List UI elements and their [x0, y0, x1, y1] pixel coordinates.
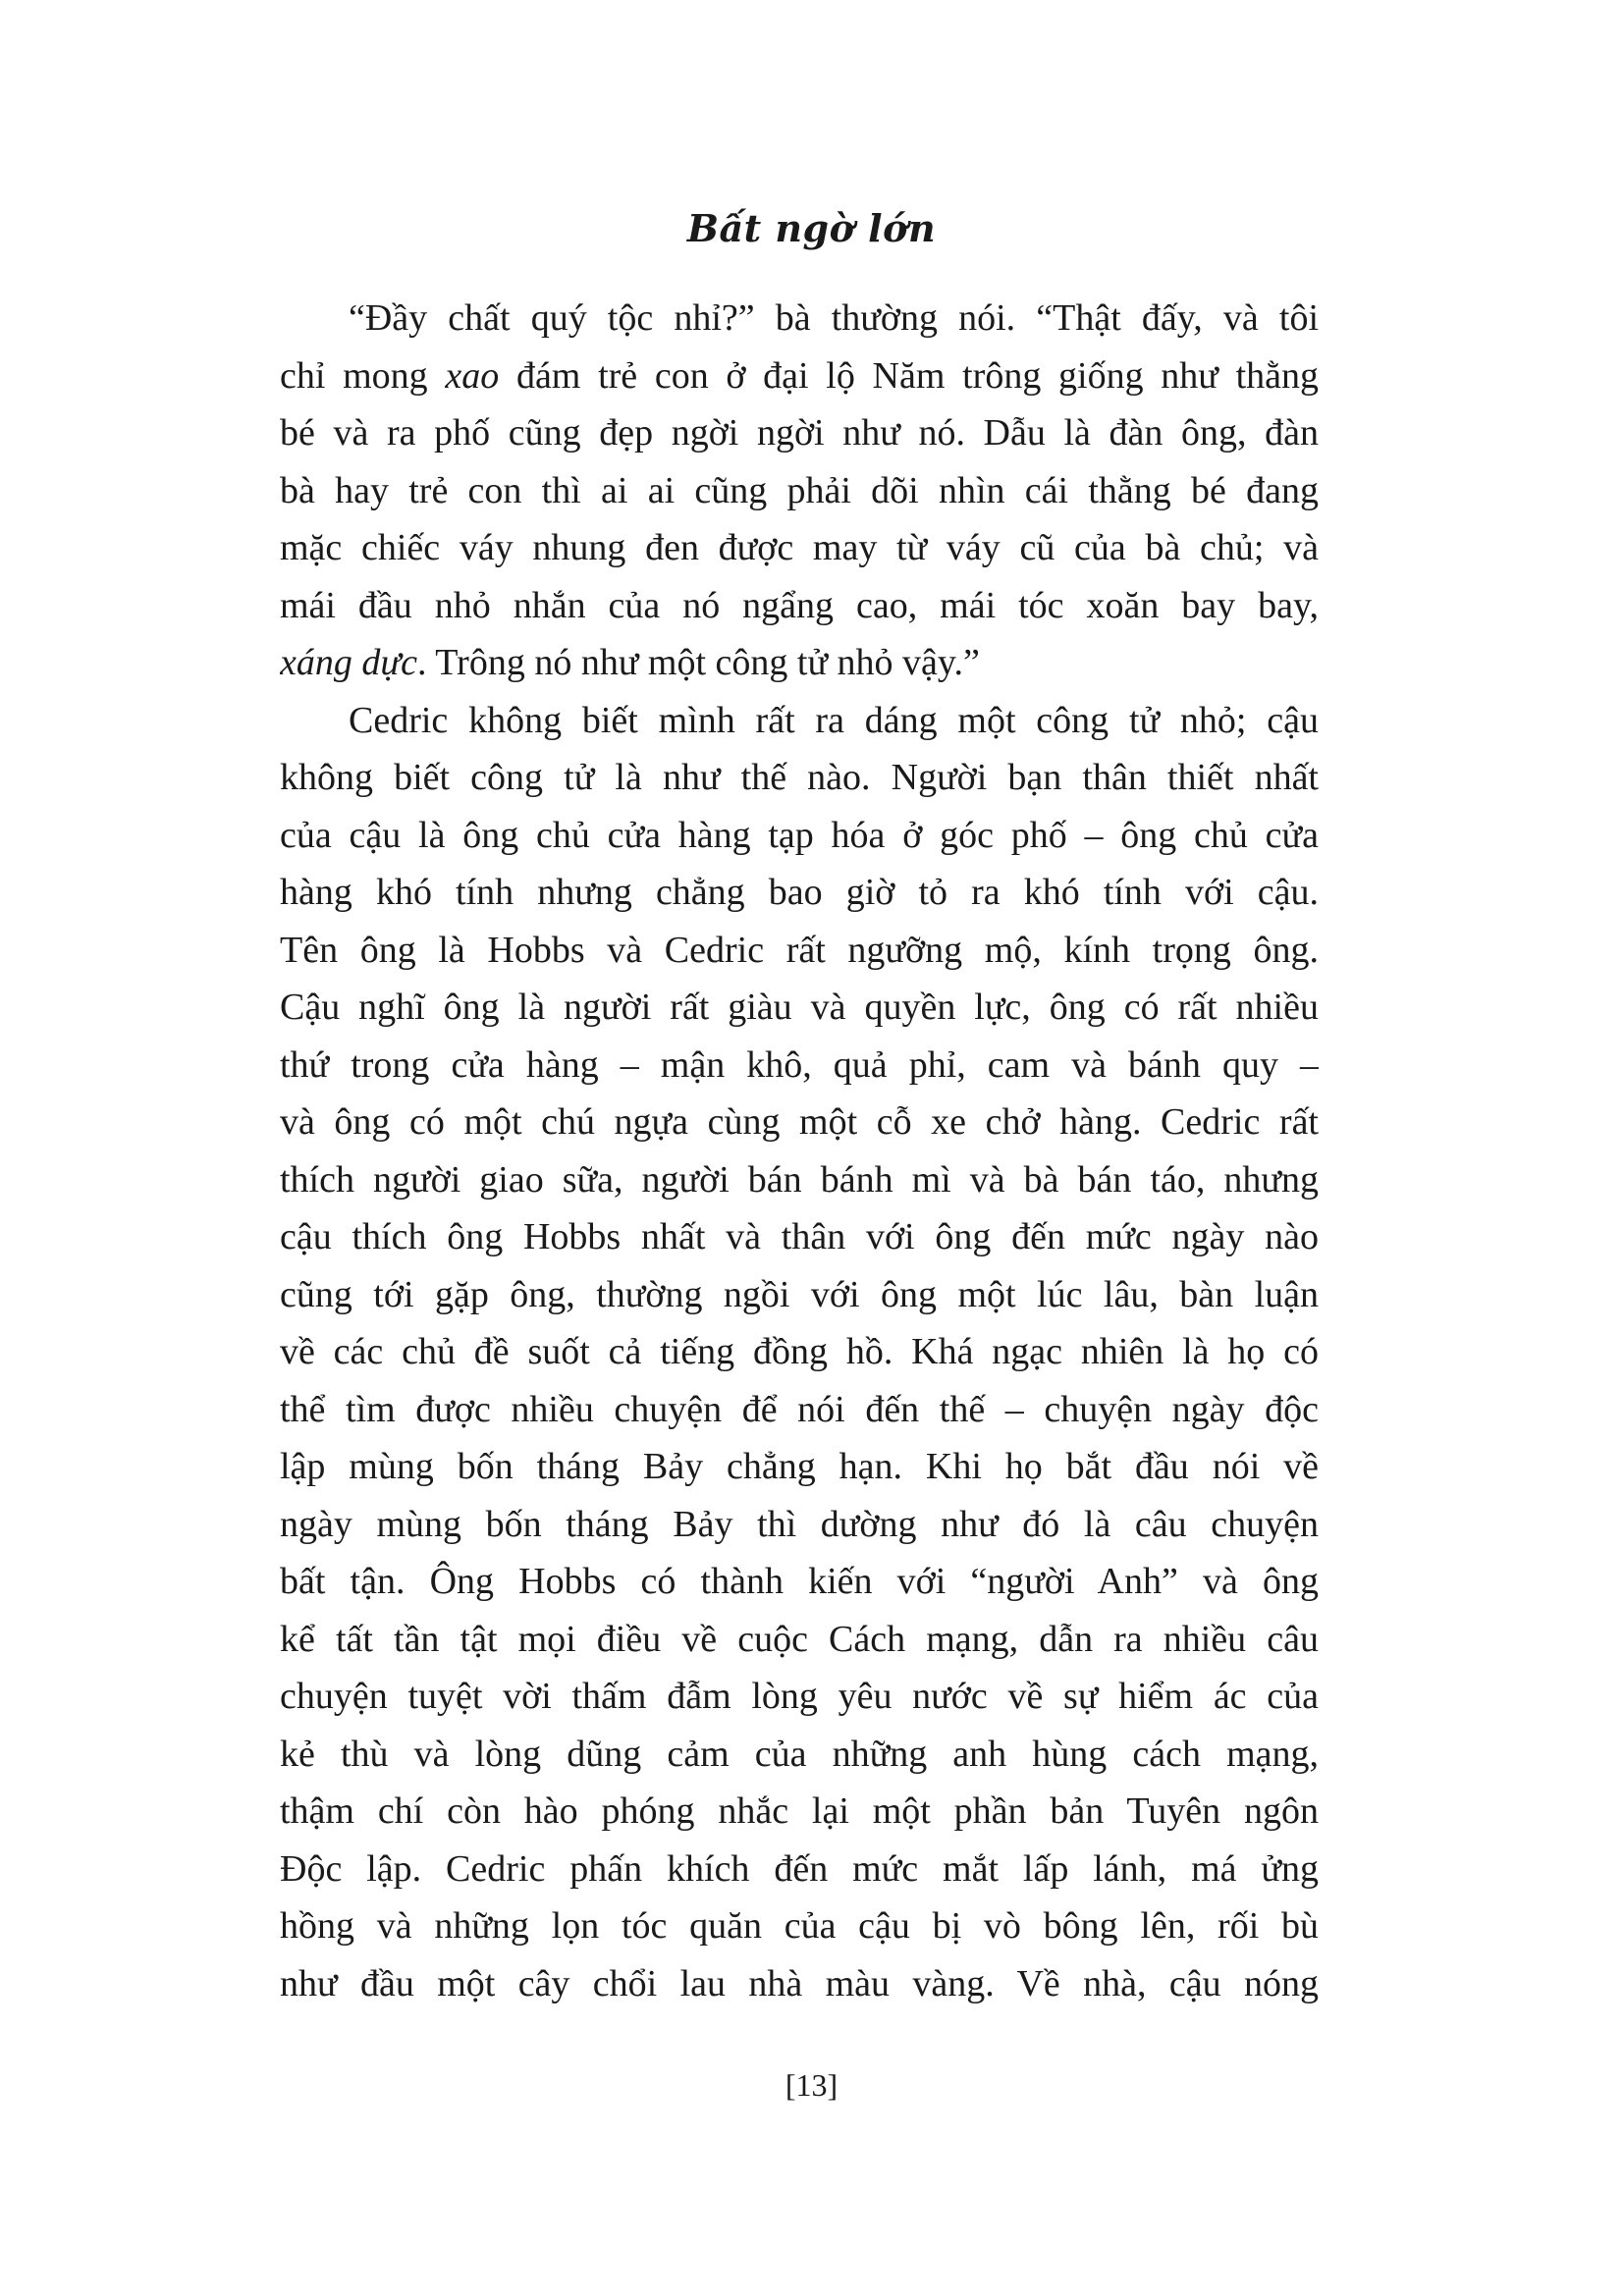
text-line — [280, 1323, 1319, 1381]
text-segment: kẻ thù và lòng dũng cảm của những anh hùng cách mạng, — [280, 1733, 1319, 1775]
text-segment: đám trẻ con ở đại lộ Năm trông giống như thằng — [499, 354, 1319, 397]
text-line — [280, 1496, 1319, 1554]
text-line — [280, 1438, 1319, 1496]
italic-text: xao — [445, 354, 500, 397]
text-segment: về các chủ đề suốt cả tiếng đồng hồ. Khá ngạc nhiên là họ có — [280, 1331, 1319, 1372]
text-segment: . Trông nó như một công tử nhỏ vậy.” — [416, 642, 980, 683]
text-segment: kể tất tần tật mọi điều về cuộc Cách mạng, dẫn ra nhiều câu — [280, 1618, 1319, 1660]
paragraph — [280, 692, 1319, 2013]
text-segment: lập mùng bốn tháng Bảy chẳng hạn. Khi họ bắt đầu nói về — [280, 1446, 1319, 1487]
text-segment: hàng khó tính nhưng chẳng bao giờ tỏ ra khó tính với cậu. — [280, 872, 1319, 913]
text-line — [280, 979, 1319, 1037]
text-line — [280, 462, 1319, 520]
paragraph — [280, 290, 1319, 692]
text-segment: bất tận. Ông Hobbs có thành kiến với “người Anh” và ông — [280, 1561, 1319, 1602]
text-line — [280, 519, 1319, 577]
text-line — [280, 1266, 1319, 1324]
text-line — [280, 634, 1319, 692]
body-text — [280, 290, 1319, 2012]
text-segment: thể tìm được nhiều chuyện để nói đến thế – chuyện ngày độc — [280, 1388, 1319, 1430]
text-segment: chỉ mong — [280, 354, 446, 397]
text-line — [280, 1783, 1319, 1841]
text-line — [280, 1208, 1319, 1266]
text-segment: thứ trong cửa hàng – mận khô, quả phỉ, cam và bánh quy – — [280, 1043, 1319, 1086]
page-number: [13] — [784, 2067, 839, 2103]
text-line — [280, 1897, 1319, 1955]
text-segment: không biết công tử là như thế nào. Người bạn thân thiết nhất — [280, 757, 1319, 798]
text-segment: bà hay trẻ con thì ai ai cũng phải dõi nhìn cái thằng bé đang — [280, 469, 1319, 511]
text-line — [280, 1151, 1319, 1209]
text-line — [280, 692, 1319, 750]
text-segment: như đầu một cây chổi lau nhà màu vàng. Về nhà, cậu nóng — [280, 1962, 1319, 2004]
text-line — [280, 1955, 1319, 2013]
text-segment: Độc lập. Cedric phấn khích đến mức mắt lấp lánh, má ửng — [280, 1847, 1319, 1890]
text-segment: Cậu nghĩ ông là người rất giàu và quyền lực, ông có rất nhiều — [280, 987, 1319, 1028]
text-line — [280, 1668, 1319, 1726]
text-line — [280, 864, 1319, 922]
text-line — [280, 1553, 1319, 1611]
text-line — [280, 922, 1319, 980]
text-segment: Cedric không biết mình rất ra dáng một công tử nhỏ; cậu — [349, 699, 1319, 741]
text-segment: cậu thích ông Hobbs nhất và thân với ông đến mức ngày nào — [280, 1216, 1319, 1257]
text-line — [280, 1381, 1319, 1439]
text-segment: hồng và những lọn tóc quăn của cậu bị vò bông lên, rối bù — [280, 1905, 1319, 1947]
text-line — [280, 404, 1319, 462]
text-segment: ngày mùng bốn tháng Bảy thì dường như đó là câu chuyện — [280, 1503, 1319, 1545]
text-line — [280, 347, 1319, 405]
text-segment: và ông có một chú ngựa cùng một cỗ xe chở hàng. Cedric rất — [280, 1101, 1319, 1143]
text-line — [280, 577, 1319, 635]
text-segment: mặc chiếc váy nhung đen được may từ váy cũ của bà chủ; và — [280, 527, 1319, 568]
text-line — [280, 807, 1319, 865]
text-segment: của cậu là ông chủ cửa hàng tạp hóa ở góc phố – ông chủ cửa — [280, 814, 1319, 856]
text-segment: bé và ra phố cũng đẹp ngời ngời như nó. Dẫu là đàn ông, đàn — [280, 412, 1319, 454]
text-segment: cũng tới gặp ông, thường ngồi với ông một lúc lâu, bàn luận — [280, 1273, 1319, 1315]
text-line — [280, 749, 1319, 807]
text-segment: chuyện tuyệt vời thấm đẫm lòng yêu nước về sự hiểm ác của — [280, 1676, 1319, 1717]
text-line — [280, 290, 1319, 347]
text-segment: Tên ông là Hobbs và Cedric rất ngưỡng mộ, kính trọng ông. — [280, 929, 1319, 971]
text-line — [280, 1094, 1319, 1151]
text-line — [280, 1841, 1319, 1898]
text-line — [280, 1037, 1319, 1095]
text-line — [280, 1726, 1319, 1784]
italic-text: xáng dực — [280, 642, 417, 683]
text-segment: thậm chí còn hào phóng nhắc lại một phần bản Tuyên ngôn — [280, 1790, 1319, 1832]
text-segment: “Đầy chất quý tộc nhỉ?” bà thường nói. “Thật đấy, và tôi — [349, 297, 1319, 339]
text-line — [280, 1611, 1319, 1669]
text-segment: thích người giao sữa, người bán bánh mì và bà bán táo, nhưng — [280, 1158, 1319, 1201]
chapter-title: Bất ngờ lớn — [686, 206, 937, 250]
text-segment: mái đầu nhỏ nhắn của nó ngẩng cao, mái tóc xoăn bay bay, — [280, 584, 1319, 626]
